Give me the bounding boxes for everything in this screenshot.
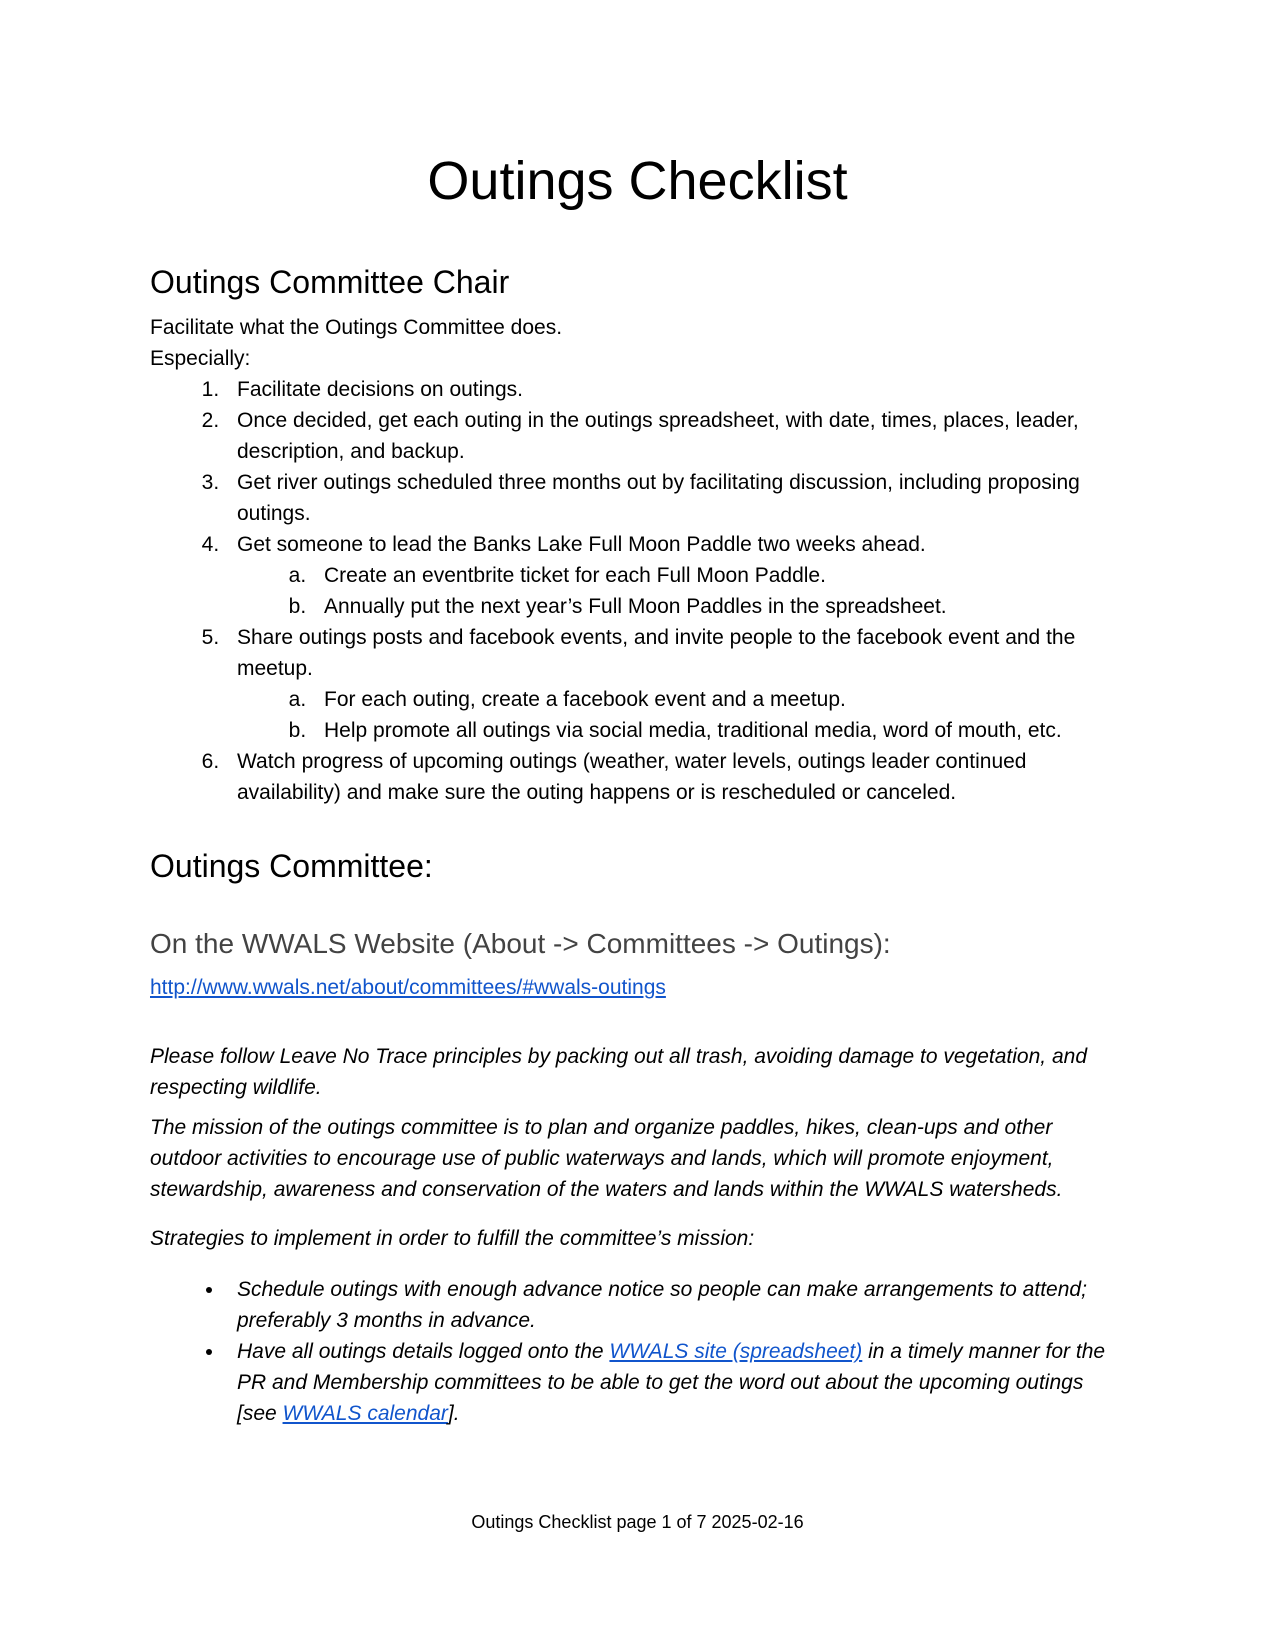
sub-list-item [312,684,1125,715]
sub-list [237,684,1125,746]
chair-task-list [150,374,1125,808]
page-title: Outings Checklist [427,151,848,211]
sub-list-item [312,560,1125,591]
calendar-link[interactable]: WWALS calendar [282,1402,448,1425]
list-item [225,405,1125,467]
page-footer: Outings Checklist page 1 of 7 2025-02-16 [471,1512,804,1532]
chair-heading: Outings Committee Chair [150,264,510,300]
sub-list-item-text: Help promote all outings via social media, traditional media, word of mouth, etc. [324,719,1062,742]
sub-list [237,560,1125,622]
committee-url-link[interactable]: http://www.wwals.net/about/committees/#wwals-outings [150,976,666,999]
sub-list-item-text: Annually put the next year’s Full Moon Paddles in the spreadsheet. [324,595,947,618]
website-subheading: On the WWALS Website (About -> Committees -> Outings): [150,928,891,959]
list-item-text: Facilitate decisions on outings. [237,378,523,401]
document-body [150,262,1125,1429]
list-item [225,746,1125,808]
strategy-text-after: ]. [447,1402,460,1425]
list-item-text: Watch progress of upcoming outings (weather, water levels, outings leader continued availability) and make sure the outing happens or is rescheduled or canceled. [237,750,1027,804]
sub-list-item-text: Create an eventbrite ticket for each Full Moon Paddle. [324,564,826,587]
mission-statement: The mission of the outings committee is to plan and organize paddles, hikes, clean-ups and other outdoor activities to encourage use of public waterways and lands, which will promote enjoyment, stewardship, awareness and conservation of the waters and lands within the WWALS watersheds. [150,1116,1063,1201]
sub-list-item-text: For each outing, create a facebook event and a meetup. [324,688,846,711]
committee-heading: Outings Committee: [150,848,433,884]
strategies-intro: Strategies to implement in order to fulfill the committee’s mission: [150,1227,755,1250]
strategies-list [150,1274,1125,1429]
list-item [225,1274,1125,1336]
chair-intro-line1: Facilitate what the Outings Committee does. [150,316,563,339]
list-item-text: Share outings posts and facebook events, and invite people to the facebook event and the meetup. [237,626,1076,680]
list-item-text: Get someone to lead the Banks Lake Full Moon Paddle two weeks ahead. [237,533,926,556]
strategy-text-middle: in a timely manner for the PR and Membership committees to be able to get the word out about the upcoming outings [see [237,1340,1106,1425]
sub-list-item [312,591,1125,622]
chair-intro-line2: Especially: [150,347,251,370]
website-url-line [150,972,1125,1003]
list-item [225,529,1125,622]
spreadsheet-link[interactable]: WWALS site (spreadsheet) [609,1340,863,1363]
sub-list-item [312,715,1125,746]
list-item-text: Get river outings scheduled three months out by facilitating discussion, including proposing outings. [237,471,1080,525]
list-item [225,1336,1125,1429]
strategy-text: Schedule outings with enough advance notice so people can make arrangements to attend; preferably 3 months in advance. [237,1278,1087,1332]
list-item-text: Once decided, get each outing in the outings spreadsheet, with date, times, places, leader, description, and backup. [237,409,1079,463]
strategy-text-before: Have all outings details logged onto the [237,1340,610,1363]
list-item [225,622,1125,746]
list-item [225,374,1125,405]
leave-no-trace-text: Please follow Leave No Trace principles by packing out all trash, avoiding damage to vegetation, and respecting wildlife. [150,1045,1088,1099]
list-item [225,467,1125,529]
